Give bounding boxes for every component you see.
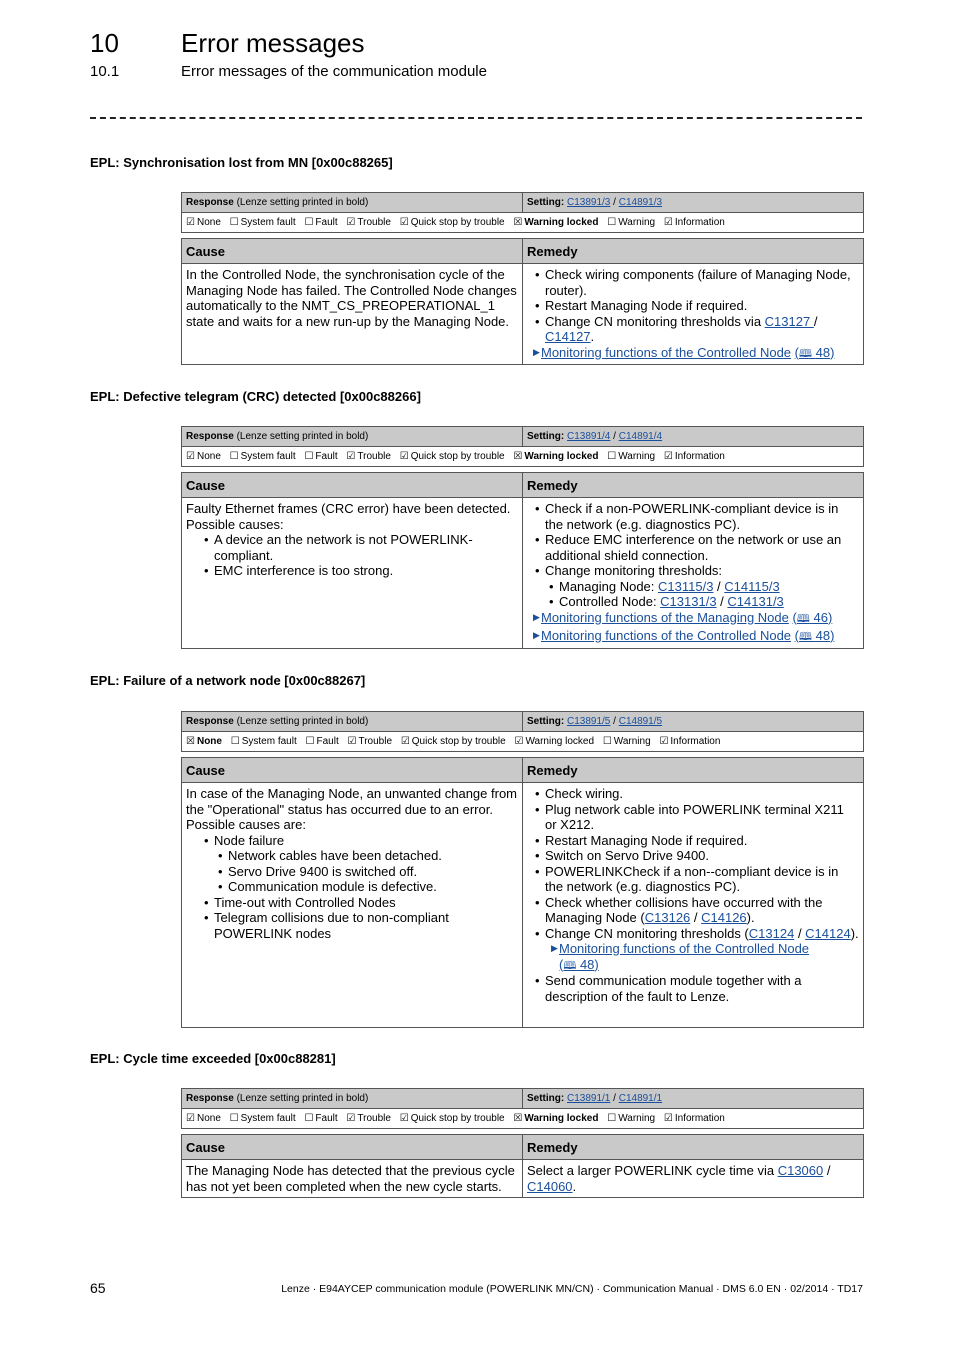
arrow-right-icon: ▶ bbox=[533, 611, 540, 622]
remedy-cell: Select a larger POWERLINK cycle time via C13060 / C14060. bbox=[523, 1160, 864, 1198]
book-icon: 🕮 bbox=[799, 630, 812, 643]
chapter-title: Error messages bbox=[181, 28, 365, 58]
error-block-crc bbox=[181, 426, 863, 649]
chapter-number: 10 bbox=[90, 28, 119, 58]
remedy-header: Remedy bbox=[523, 1135, 864, 1160]
code-link[interactable]: C14124 bbox=[805, 925, 851, 941]
option-fault: ☐ Fault bbox=[304, 217, 338, 228]
section-title: Error messages of the communication module bbox=[181, 63, 487, 80]
setting-cell: Setting: C13891/4 / C14891/4 bbox=[523, 427, 864, 447]
response-label-cell: Response (Lenze setting printed in bold) bbox=[182, 1089, 523, 1109]
code-link[interactable]: C13124 bbox=[748, 925, 795, 941]
arrow-right-icon: ▶ bbox=[533, 630, 540, 640]
cause-cell: Faulty Ethernet frames (CRC error) have been detected. Possible causes: • A device an the network is not POWERLINK-compliant. • EMC interference is too strong. bbox=[182, 498, 523, 649]
header-divider bbox=[90, 117, 862, 119]
cause-remedy-table bbox=[181, 1134, 864, 1198]
cause-header: Cause bbox=[182, 1135, 523, 1160]
code-link[interactable]: C14126 bbox=[701, 910, 747, 925]
cause-remedy-table bbox=[181, 472, 864, 649]
option-quick-stop: ☑ Quick stop by trouble bbox=[399, 217, 505, 228]
option-system-fault: ☐ System fault bbox=[229, 217, 296, 228]
response-table bbox=[181, 192, 864, 233]
code-link[interactable]: C13115/3 bbox=[658, 578, 714, 594]
book-icon: 🕮 bbox=[799, 346, 812, 360]
response-label-cell: Response (Lenze setting printed in bold) bbox=[182, 712, 523, 732]
option-none: ☑ None bbox=[186, 217, 221, 228]
cause-cell: The Managing Node has detected that the previous cycle has not yet been completed when the new cycle starts. bbox=[182, 1160, 523, 1198]
cause-cell: In the Controlled Node, the synchronisation cycle of the Managing Node has failed. The Controlled Node changes automatically to the NMT_CS_PREOPERATIONAL_1 state and waits for a new run-up by the Managing Node. bbox=[182, 264, 523, 365]
setting-cell: Setting: C13891/1 / C14891/1 bbox=[523, 1089, 864, 1109]
cause-header: Cause bbox=[182, 473, 523, 498]
cause-header: Cause bbox=[182, 758, 523, 783]
reference-link[interactable]: Monitoring functions of the Controlled Node bbox=[559, 941, 810, 956]
setting-link[interactable]: C13891/3 bbox=[567, 197, 611, 208]
error-heading: EPL: Failure of a network node [0x00c88267] bbox=[90, 673, 366, 688]
remedy-cell: • Check wiring. • Plug network cable into POWERLINK terminal X211 or X212. • Restart Managing Node if required. • Switch on Servo Drive 9400. • POWERLINKCheck if a non--compliant device is in the network (e.g. diagnostics PC). • Check whether collisions have occurred with the Managing Node (C13126 / C14126). • Change CN monitoring thresholds (C13124 / C14124). ▶ Monitoring functions of the Controlled Node (🕮 48) • Send communication module together with a description of the fault to Lenze. bbox=[523, 783, 864, 1028]
error-heading: EPL: Defective telegram (CRC) detected [0x00c88266] bbox=[90, 389, 421, 404]
response-label-cell: Response (Lenze setting printed in bold) bbox=[182, 193, 523, 213]
remedy-header: Remedy bbox=[523, 239, 864, 264]
remedy-header: Remedy bbox=[523, 473, 864, 498]
setting-link[interactable]: C13891/5 bbox=[567, 716, 611, 727]
error-block-node-failure bbox=[181, 711, 863, 1028]
code-link[interactable]: C13126 bbox=[644, 910, 691, 925]
cause-remedy-table bbox=[181, 238, 864, 365]
response-options: ☒ None ☐ System fault ☐ Fault ☑ Trouble ☑ Quick stop by trouble ☑ Warning locked ☐ Warning ☑ Information bbox=[182, 732, 864, 752]
setting-link[interactable]: C14891/5 bbox=[618, 716, 663, 727]
arrow-right-icon: ▶ bbox=[551, 943, 558, 953]
code-link[interactable]: C14131/3 bbox=[727, 594, 784, 609]
footer-text: Lenze · E94AYCEP communication module (POWERLINK MN/CN) · Communication Manual · DMS 6.0 EN · 02/2014 · TD17 bbox=[281, 1283, 863, 1295]
cause-remedy-table bbox=[181, 757, 864, 1028]
response-options: ☑ None ☐ System fault ☐ Fault ☑ Trouble ☑ Quick stop by trouble ☒ Warning locked ☐ Warning ☑ Information bbox=[182, 1109, 864, 1129]
code-link[interactable]: C13131/3 bbox=[660, 594, 717, 609]
reference-link[interactable]: Monitoring functions of the Managing Node bbox=[541, 609, 789, 625]
setting-link[interactable]: C14891/3 bbox=[618, 197, 663, 208]
code-link[interactable]: C14127 bbox=[545, 329, 591, 344]
error-heading: EPL: Synchronisation lost from MN [0x00c88265] bbox=[90, 155, 393, 170]
code-link[interactable]: C13060 bbox=[777, 1163, 824, 1178]
response-options: ☑ None ☐ System fault ☐ Fault ☑ Trouble ☑ Quick stop by trouble ☒ Warning locked ☐ Warning ☑ Information bbox=[182, 447, 864, 467]
code-link[interactable]: C13127 bbox=[764, 313, 814, 329]
remedy-cell: • Check if a non-POWERLINK-compliant device is in the network (e.g. diagnostics PC). • Reduce EMC interference on the network or use an additional shield connection. • Change monitoring thresholds: • Managing Node: C13115/3 / C14115/3 • Controlled Node: C13131/3 / C14131/3 ▶ Monitoring functions of the Managing Node (🕮 46) ▶ Monitoring functions of the Controlled Node (🕮 48) bbox=[523, 498, 864, 649]
option-warning: ☐ Warning bbox=[607, 217, 656, 228]
response-table bbox=[181, 711, 864, 752]
page-number: 65 bbox=[90, 1280, 106, 1296]
book-icon: 🕮 bbox=[563, 958, 577, 972]
remedy-cell: • Check wiring components (failure of Managing Node, router). • Restart Managing Node if required. • Change CN monitoring thresholds via C13127 / C14127. ▶ Monitoring functions of the Controlled Node (🕮 48) bbox=[523, 264, 864, 365]
error-heading: EPL: Cycle time exceeded [0x00c88281] bbox=[90, 1051, 336, 1066]
option-information: ☑ Information bbox=[663, 217, 725, 228]
option-trouble: ☑ Trouble bbox=[346, 217, 391, 228]
setting-link[interactable]: C14891/4 bbox=[618, 431, 663, 442]
setting-link[interactable]: C13891/4 bbox=[567, 431, 611, 442]
section-number: 10.1 bbox=[90, 63, 120, 80]
reference-link[interactable]: Monitoring functions of the Controlled Node bbox=[541, 628, 792, 643]
error-block-sync-lost bbox=[181, 192, 863, 365]
arrow-right-icon: ▶ bbox=[533, 346, 540, 357]
error-block-cycle-time bbox=[181, 1088, 863, 1198]
response-table bbox=[181, 1088, 864, 1129]
response-options bbox=[182, 213, 864, 233]
response-label-cell: Response (Lenze setting printed in bold) bbox=[182, 427, 523, 447]
setting-link[interactable]: C14891/1 bbox=[618, 1093, 663, 1104]
cause-header: Cause bbox=[182, 239, 523, 264]
setting-cell: Setting: C13891/5 / C14891/5 bbox=[523, 712, 864, 732]
response-table bbox=[181, 426, 864, 467]
code-link[interactable]: C14060 bbox=[527, 1178, 573, 1194]
code-link[interactable]: C14115/3 bbox=[724, 578, 780, 594]
setting-cell: Setting: C13891/3 / C14891/3 bbox=[523, 193, 864, 213]
book-icon: 🕮 bbox=[796, 611, 810, 625]
reference-link[interactable]: Monitoring functions of the Controlled Node bbox=[541, 344, 792, 360]
cause-cell: In case of the Managing Node, an unwanted change from the "Operational" status has occurred due to an error. Possible causes are: • Node failure • Network cables have been detached. • Servo Drive 9400 is switched off. • Communication module is defective. • Time-out with Controlled Nodes • Telegram collisions due to non-compliant POWERLINK nodes bbox=[182, 783, 523, 1028]
remedy-header: Remedy bbox=[523, 758, 864, 783]
setting-link[interactable]: C13891/1 bbox=[567, 1093, 611, 1104]
option-warning-locked: ☒ Warning locked bbox=[513, 217, 599, 228]
